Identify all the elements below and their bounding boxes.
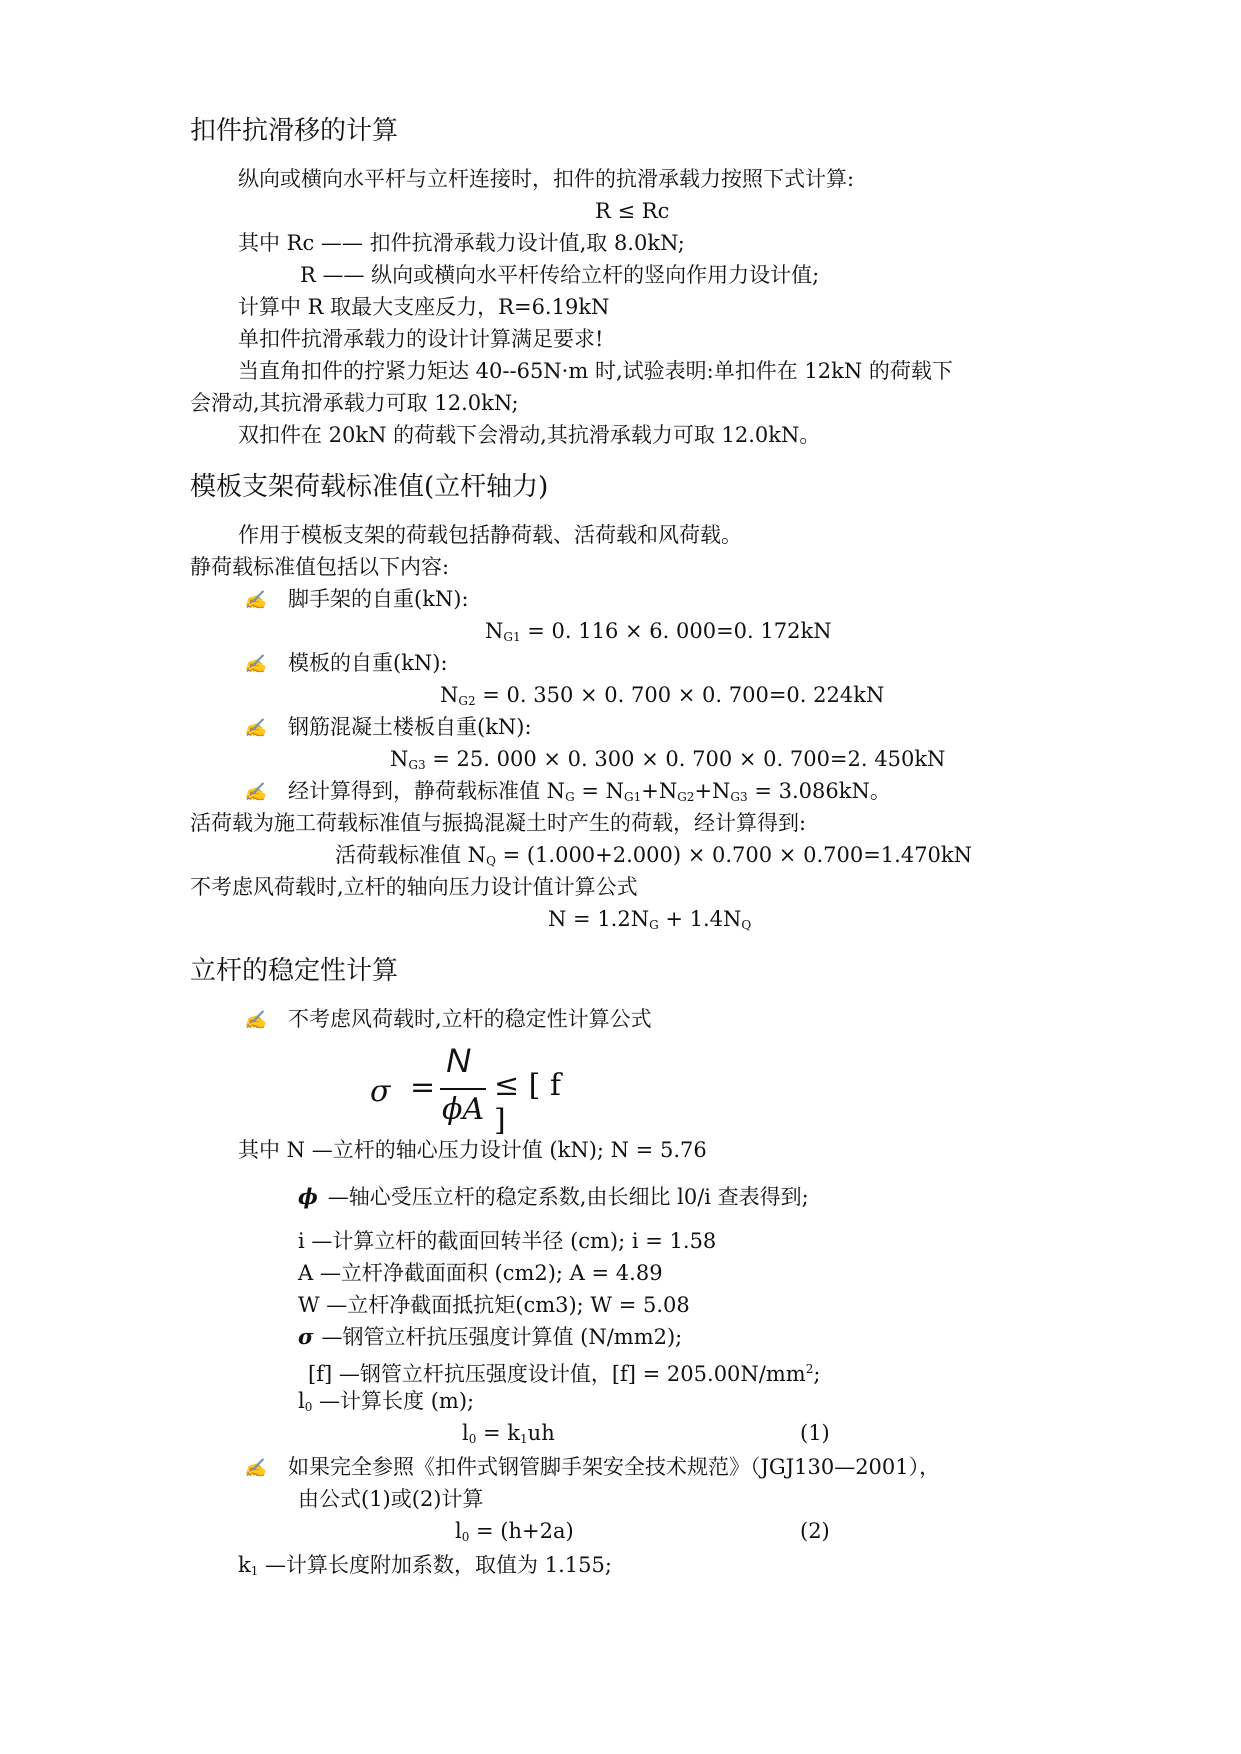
fraction-bar	[440, 1088, 486, 1090]
bullet-line: ✍ 钢筋混凝土楼板自重(kN):	[244, 712, 532, 744]
bullet-line: ✍ 模板的自重(kN):	[244, 648, 448, 680]
formula-l0-1: $l_0 = k_1uh$	[462, 1421, 555, 1446]
formula-n: $N = 1.2N_G + 1.4N_Q$	[548, 907, 752, 932]
paragraph: 单扣件抗滑承载力的设计计算满足要求!	[238, 327, 604, 351]
bullet-line: ✍ 经计算得到，静荷载标准值 $N_G = N_{G1}+N_{G2}+N_{G3} = 3.086kN$。	[244, 776, 891, 812]
pen-bullet-icon: ✍	[244, 782, 267, 803]
where-line: W —立杆净截面抵抗矩(cm3); W = 5.08	[298, 1293, 690, 1317]
paragraph: 活荷载为施工荷载标准值与振捣混凝土时产生的荷载，经计算得到:	[190, 811, 807, 835]
section-heading-anti-slip: 扣件抗滑移的计算	[190, 116, 399, 146]
pen-bullet-icon: ✍	[244, 1458, 267, 1479]
paragraph: 双扣件在 20kN 的荷载下会滑动,其抗滑承载力可取 12.0kN。	[238, 423, 821, 447]
where-line: 其中 N —立杆的轴心压力设计值 (kN); N = 5.76	[238, 1138, 707, 1162]
where-line: [f] —钢管立杆抗压强度设计值，$[f] = 205.00N/mm^2$;	[308, 1362, 821, 1386]
paragraph: 由公式(1)或(2)计算	[298, 1487, 484, 1511]
where-line: R —— 纵向或横向水平杆传给立杆的竖向作用力设计值;	[300, 263, 820, 287]
where-line: $l_0$ —计算长度 (m);	[298, 1389, 475, 1414]
stability-formula	[370, 1042, 570, 1138]
equation-number: (2)	[800, 1519, 830, 1543]
formula-numerator: N	[446, 1042, 471, 1080]
paragraph: 静荷载标准值包括以下内容:	[190, 555, 450, 579]
where-line: A —立杆净截面面积 (cm2); A = 4.89	[298, 1261, 663, 1285]
formula-r-le-rc: R ≤ Rc	[595, 199, 670, 223]
pen-bullet-icon: ✍	[244, 590, 267, 611]
section-heading-load-standard: 模板支架荷载标准值(立杆轴力)	[190, 472, 549, 502]
formula-rhs: ≤ [ f ]	[494, 1068, 562, 1138]
formula-l0-2: $l_0 = (h+2a)$	[455, 1519, 574, 1544]
formula-ng1: $N_{G1} = 0$. 116 × 6. 000=0. 172kN	[485, 619, 832, 644]
where-line: 其中 Rc —— 扣件抗滑承载力设计值,取 8.0kN;	[238, 231, 685, 255]
paragraph: 计算中 R 取最大支座反力，R=6.19kN	[238, 295, 610, 319]
formula-sigma: σ	[370, 1074, 391, 1109]
formula-equals: =	[410, 1070, 436, 1105]
formula-nq: 活荷载标准值 $N_Q = (1.000+2.000) \times 0.700 \times 0.700=1.470kN$	[335, 843, 973, 868]
bullet-line: ✍ 不考虑风荷载时,立杆的稳定性计算公式	[244, 1004, 652, 1036]
formula-denominator: ϕA	[442, 1092, 485, 1127]
where-line: $k_1$ —计算长度附加系数，取值为 1.155;	[238, 1553, 612, 1578]
formula-ng3: $N_{G3} = 25$. 000 × 0. 300 × 0. 700 × 0. 700=2. 450kN	[390, 747, 946, 772]
section-heading-stability: 立杆的稳定性计算	[190, 956, 399, 986]
paragraph: 不考虑风荷载时,立杆的轴向压力设计值计算公式	[190, 875, 638, 899]
pen-bullet-icon: ✍	[244, 654, 267, 675]
where-line: σ —钢管立杆抗压强度计算值 (N/mm2);	[298, 1324, 683, 1349]
formula-ng2: $N_{G2} = 0$. 350 × 0. 700 × 0. 700=0. 224kN	[440, 683, 885, 708]
paragraph: 会滑动,其抗滑承载力可取 12.0kN;	[190, 391, 519, 415]
paragraph: 当直角扣件的拧紧力矩达 40--65N·m 时,试验表明:单扣件在 12kN 的荷载下	[238, 359, 953, 383]
pen-bullet-icon: ✍	[244, 718, 267, 739]
where-line: ϕ —轴心受压立杆的稳定系数,由长细比 l0/i 查表得到;	[298, 1184, 809, 1209]
where-line: i —计算立杆的截面回转半径 (cm); i = 1.58	[298, 1229, 717, 1253]
bullet-line: ✍ 脚手架的自重(kN):	[244, 584, 469, 616]
paragraph: 纵向或横向水平杆与立杆连接时，扣件的抗滑承载力按照下式计算:	[238, 167, 855, 191]
equation-number: (1)	[800, 1421, 830, 1445]
paragraph: 作用于模板支架的荷载包括静荷载、活荷载和风荷载。	[238, 523, 742, 547]
bullet-line: ✍ 如果完全参照《扣件式钢管脚手架安全技术规范》（JGJ130—2001），	[244, 1452, 940, 1484]
pen-bullet-icon: ✍	[244, 1010, 267, 1031]
